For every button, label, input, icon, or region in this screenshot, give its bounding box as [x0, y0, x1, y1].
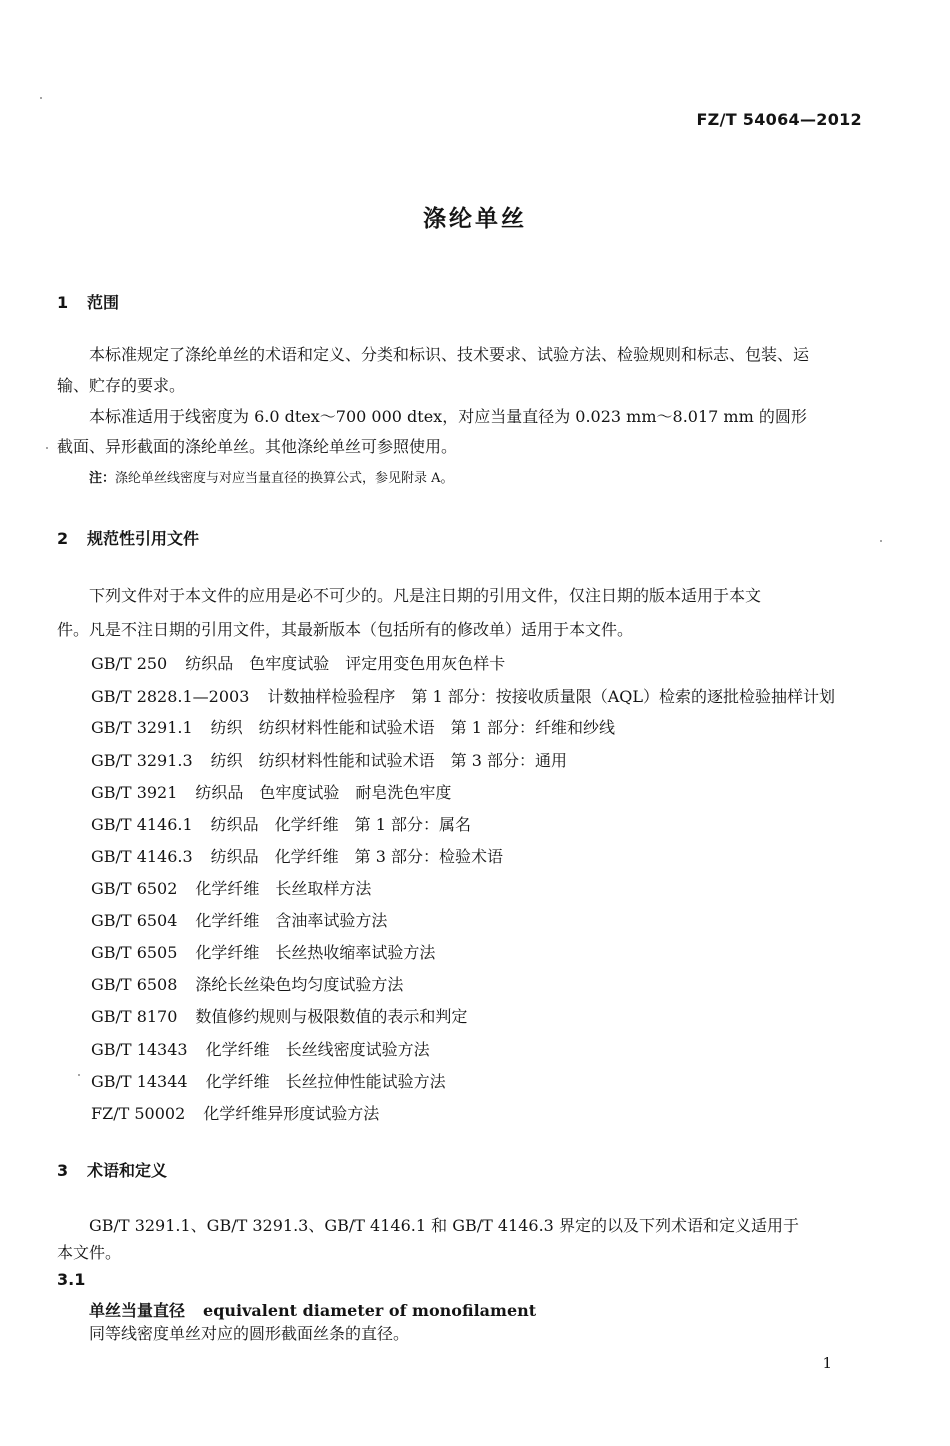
reference-title: 数值修约规则与极限数值的表示和判定	[195, 1007, 468, 1026]
reference-item	[91, 651, 505, 674]
reference-item	[91, 1037, 430, 1060]
reference-title: 涤纶长丝染色均匀度试验方法	[195, 975, 404, 994]
section-1-note	[89, 470, 454, 488]
reference-title: 化学纤维 长丝取样方法	[195, 879, 372, 898]
reference-title: 计数抽样检验程序 第 1 部分：按接收质量限（AQL）检索的逐批检验抽样计划	[267, 687, 836, 706]
reference-title: 化学纤维 长丝线密度试验方法	[205, 1040, 430, 1059]
reference-item	[91, 812, 471, 835]
reference-item	[91, 684, 835, 707]
note-text: 涤纶单丝线密度与对应当量直径的换算公式，参见附录 A。	[115, 471, 454, 486]
reference-code: GB/T 6504	[91, 911, 178, 930]
reference-code: GB/T 14343	[91, 1040, 188, 1059]
reference-title: 纺织品 化学纤维 第 3 部分：检验术语	[210, 847, 504, 866]
reference-item	[91, 748, 567, 771]
reference-item	[91, 780, 451, 803]
reference-item	[91, 908, 387, 931]
reference-item	[91, 1101, 379, 1124]
term-entry	[89, 1298, 536, 1321]
reference-code: GB/T 8170	[91, 1007, 178, 1026]
scan-speck	[78, 1074, 80, 1076]
reference-code: GB/T 3921	[91, 783, 178, 802]
reference-code: GB/T 6508	[91, 975, 178, 994]
reference-title: 化学纤维 含油率试验方法	[195, 911, 388, 930]
section-2-intro-line1: 下列文件对于本文件的应用是必不可少的。凡是注日期的引用文件，仅注日期的版本适用于本文	[89, 586, 762, 605]
reference-title: 纺织品 色牢度试验 耐皂洗色牢度	[195, 783, 452, 802]
reference-item	[91, 876, 371, 899]
section-title: 术语和定义	[87, 1161, 168, 1180]
section-3-intro-line2: 本文件。	[57, 1243, 122, 1262]
section-1-para2-line2: 截面、异形截面的涤纶单丝。其他涤纶单丝可参照使用。	[57, 437, 458, 456]
section-2-heading	[57, 526, 199, 549]
section-1-heading	[57, 290, 119, 313]
reference-item	[91, 940, 435, 963]
clause-number: 3.1	[57, 1270, 86, 1289]
reference-item	[91, 1069, 446, 1092]
reference-code: GB/T 3291.3	[91, 751, 193, 770]
section-2-intro-line2: 件。凡是不注日期的引用文件，其最新版本（包括所有的修改单）适用于本文件。	[57, 620, 634, 639]
reference-item	[91, 972, 403, 995]
scan-speck	[880, 540, 882, 542]
section-1-para2-line1: 本标准适用于线密度为 6.0 dtex～700 000 dtex，对应当量直径为 0.023 mm～8.017 mm 的圆形	[89, 407, 807, 426]
reference-title: 纺织品 化学纤维 第 1 部分：属名	[210, 815, 472, 834]
section-number: 2	[57, 529, 69, 548]
reference-title: 化学纤维 长丝热收缩率试验方法	[195, 943, 436, 962]
section-number: 1	[57, 293, 69, 312]
section-title: 规范性引用文件	[87, 529, 200, 548]
reference-code: GB/T 4146.1	[91, 815, 193, 834]
document-title: 涤纶单丝	[423, 206, 527, 232]
standard-number: FZ/T 54064—2012	[696, 110, 862, 129]
section-1-para1-line2: 输、贮存的要求。	[57, 376, 186, 395]
reference-code: GB/T 6505	[91, 943, 178, 962]
term-chinese: 单丝当量直径	[89, 1301, 186, 1320]
reference-item	[91, 844, 503, 867]
scan-speck	[46, 447, 48, 449]
reference-item	[91, 1004, 467, 1027]
section-number: 3	[57, 1161, 69, 1180]
reference-code: GB/T 4146.3	[91, 847, 193, 866]
section-3-intro-line1: GB/T 3291.1、GB/T 3291.3、GB/T 4146.1 和 GB/T 4146.3 界定的以及下列术语和定义适用于	[89, 1216, 799, 1235]
section-3-heading	[57, 1158, 167, 1181]
page-number: 1	[822, 1354, 832, 1372]
reference-title: 化学纤维 长丝拉伸性能试验方法	[205, 1072, 446, 1091]
reference-item	[91, 715, 615, 738]
term-english: equivalent diameter of monofilament	[203, 1301, 537, 1320]
reference-title: 纺织 纺织材料性能和试验术语 第 1 部分：纤维和纱线	[210, 718, 616, 737]
reference-code: GB/T 2828.1—2003	[91, 687, 250, 706]
reference-code: GB/T 3291.1	[91, 718, 193, 737]
reference-title: 纺织品 色牢度试验 评定用变色用灰色样卡	[185, 654, 506, 673]
section-title: 范围	[87, 293, 120, 312]
reference-title: 纺织 纺织材料性能和试验术语 第 3 部分：通用	[210, 751, 568, 770]
reference-title: 化学纤维异形度试验方法	[203, 1104, 380, 1123]
note-label: 注：	[89, 471, 116, 486]
term-definition: 同等线密度单丝对应的圆形截面丝条的直径。	[89, 1324, 410, 1343]
reference-code: FZ/T 50002	[91, 1104, 186, 1123]
reference-code: GB/T 14344	[91, 1072, 188, 1091]
section-1-para1-line1: 本标准规定了涤纶单丝的术语和定义、分类和标识、技术要求、试验方法、检验规则和标志、包装、运	[89, 345, 810, 364]
reference-code: GB/T 250	[91, 654, 168, 673]
scan-speck	[40, 97, 42, 99]
reference-code: GB/T 6502	[91, 879, 178, 898]
